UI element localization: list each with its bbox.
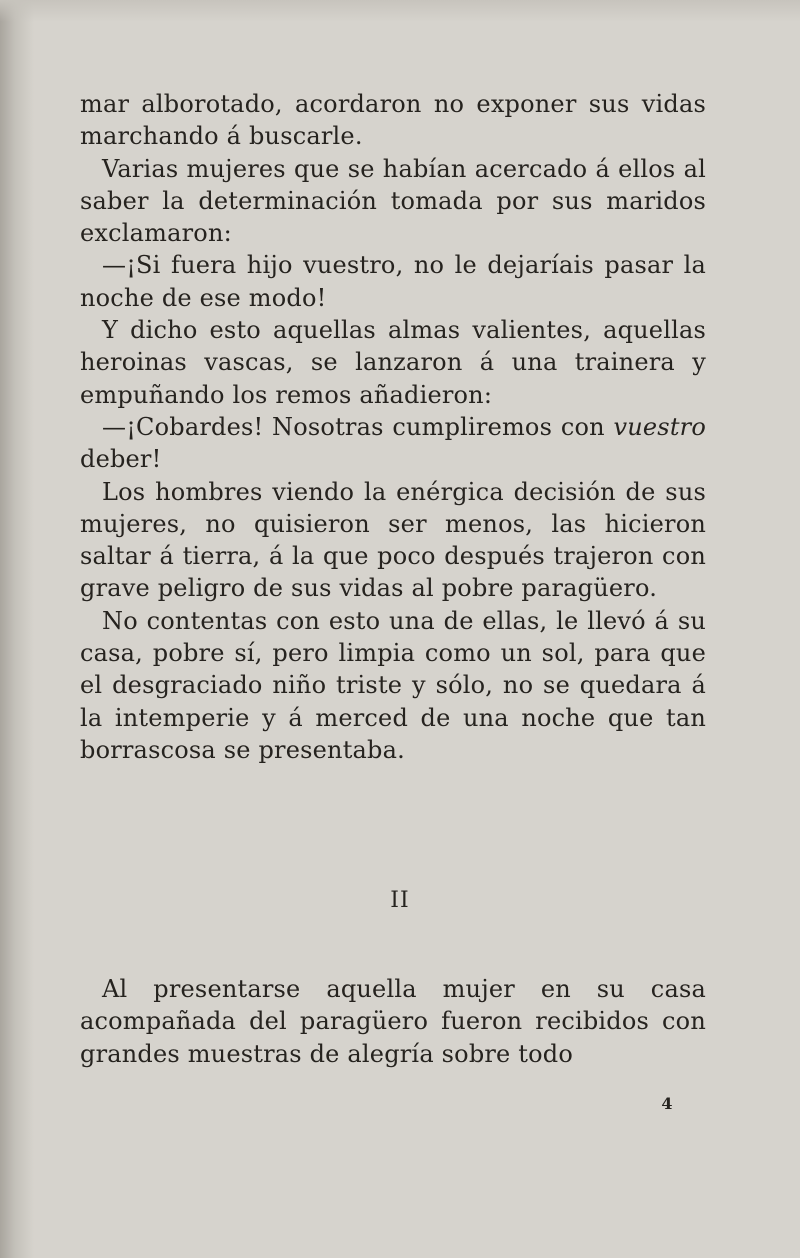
- page-number: 4: [661, 1094, 673, 1113]
- paragraph-5-italic: vuestro: [613, 412, 706, 441]
- paragraph-3: —¡Si fuera hijo vuestro, no le dejaríais pasar la noche de ese modo!: [80, 251, 706, 312]
- paragraph-7: No contentas con esto una de ellas, le llevó á su casa, pobre sí, pero limpia como un sol, para que el desgraciado niño triste y sólo, no se quedara á la intemperie y á merced de una noche que tan borrascosa se presentaba.: [80, 606, 706, 764]
- paragraph-1: mar alborotado, acordaron no exponer sus vidas marchando á buscarle.: [80, 90, 706, 151]
- paragraph-4: Y dicho esto aquellas almas valientes, aquellas heroinas vascas, se lanzaron á una trainera y empuñando los remos añadieron:: [80, 316, 706, 409]
- section-heading: II: [390, 888, 410, 913]
- page-edge-shadow: [0, 0, 34, 1258]
- paragraph-6: Los hombres viendo la enérgica decisión de sus mujeres, no quisieron ser menos, las hicieron saltar á tierra, á la que poco después trajeron con grave peligro de sus vidas al pobre paragüero.: [80, 477, 706, 603]
- page-top-shadow: [0, 0, 800, 22]
- paragraph-2: Varias mujeres que se habían acercado á ellos al saber la determinación tomada por sus maridos exclamaron:: [80, 154, 706, 248]
- paragraph-5: [80, 411, 706, 476]
- paragraph-5-start: —¡Cobardes! Nosotras cumpliremos con: [102, 412, 614, 441]
- paragraph-5-end: deber!: [80, 445, 162, 474]
- body-text-block: [80, 88, 706, 766]
- paragraph-8: Al presentarse aquella mujer en su casa acompañada del paragüero fueron recibidos con grandes muestras de alegría sobre todo: [80, 975, 706, 1068]
- section-text-block: [80, 973, 706, 1070]
